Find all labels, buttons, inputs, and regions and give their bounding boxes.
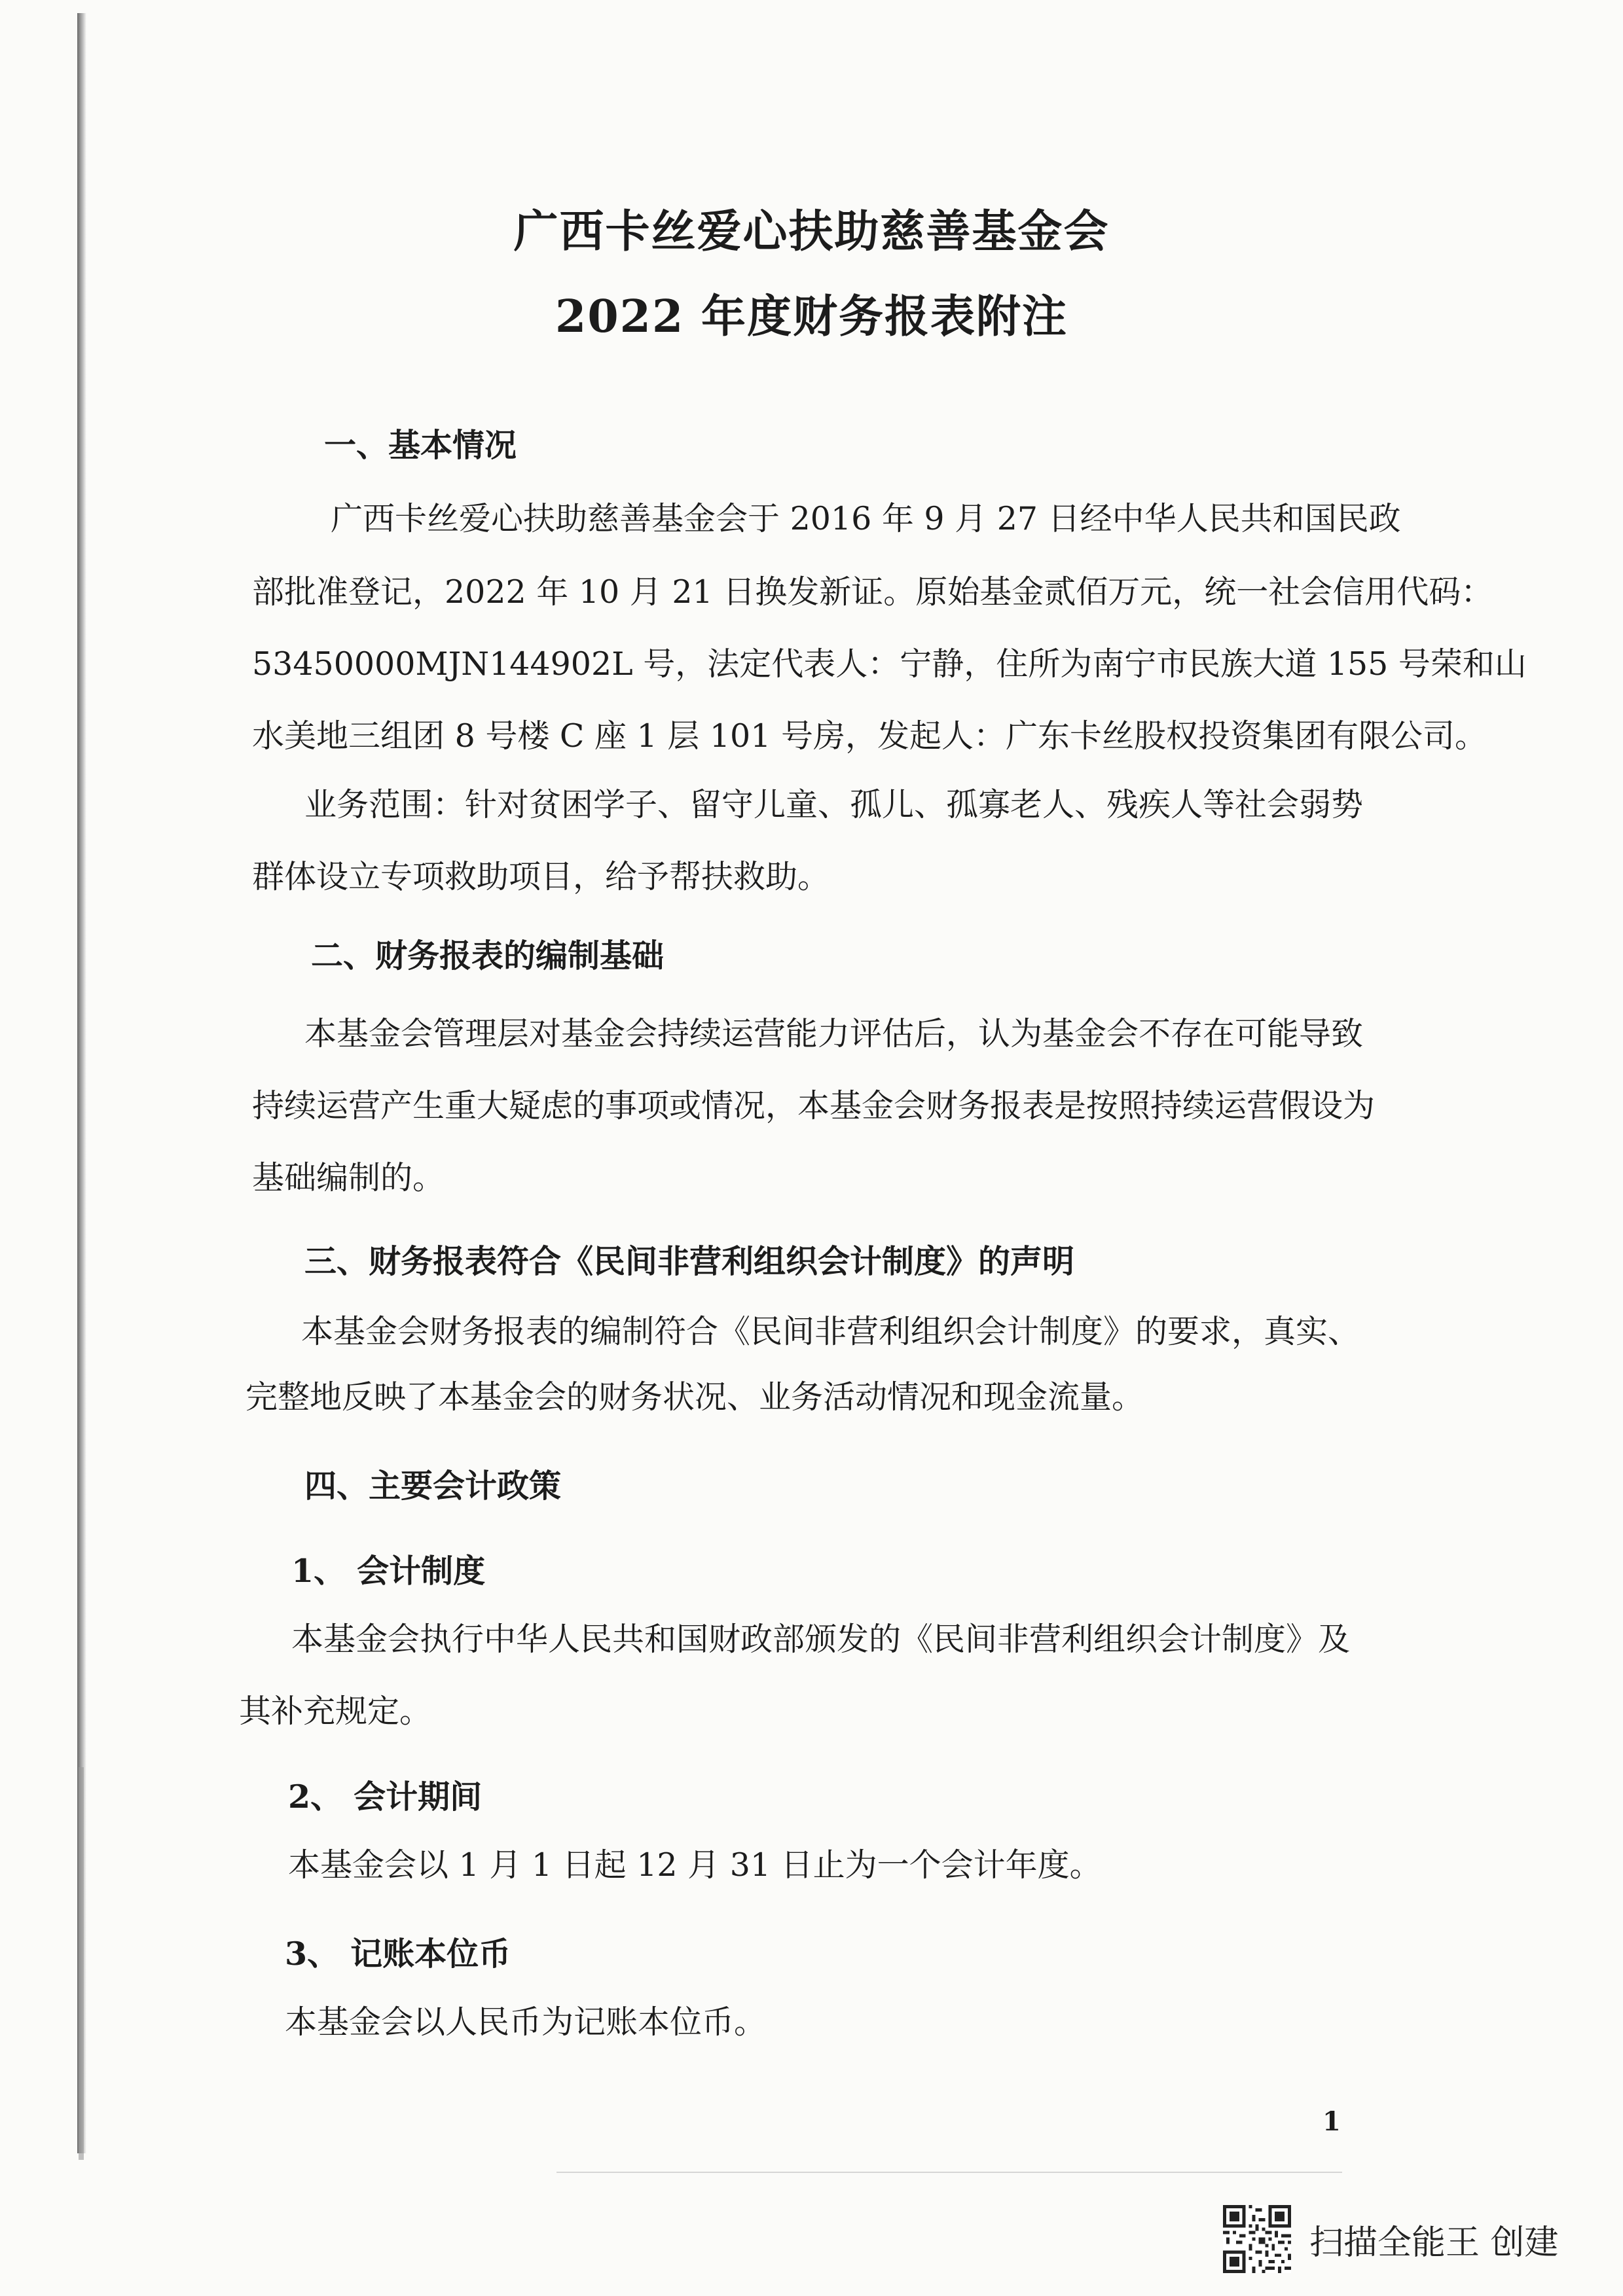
section-heading-compliance: 三、财务报表符合《民间非营利组织会计制度》的声明 [304, 1242, 1075, 1280]
paragraph-line: 其补充规定。 [239, 1693, 432, 1730]
section-heading-basis: 二、财务报表的编制基础 [311, 937, 665, 975]
paragraph-line: 本基金会以 1 月 1 日起 12 月 31 日止为一个会计年度。 [288, 1846, 1102, 1884]
scanner-watermark [1223, 2203, 1559, 2275]
page-number: 1 [1322, 2106, 1341, 2137]
document-title: 广西卡丝爱心扶助慈善基金会 [513, 206, 1110, 258]
paragraph-line: 本基金会管理层对基金会持续运营能力评估后，认为基金会不存在可能导致 [304, 1015, 1364, 1052]
paragraph-line: 本基金会执行中华人民共和国财政部颁发的《民间非营利组织会计制度》及 [291, 1621, 1351, 1658]
paragraph-line: 本基金会以人民币为记账本位币。 [285, 2003, 767, 2041]
paragraph-line: 本基金会财务报表的编制符合《民间非营利组织会计制度》的要求，真实、 [301, 1313, 1360, 1350]
section-heading-policies: 四、主要会计政策 [304, 1467, 562, 1505]
paragraph-line: 53450000MJN144902L 号，法定代表人：宁静，住所为南宁市民族大道 155 号荣和山 [252, 645, 1527, 683]
policy-heading-accounting-system: 1、 会计制度 [291, 1552, 486, 1590]
qr-code-icon [1223, 2205, 1291, 2273]
paragraph-line: 持续运营产生重大疑虑的事项或情况，本基金会财务报表是按照持续运营假设为 [252, 1087, 1376, 1124]
policy-heading-currency: 3、 记账本位币 [285, 1935, 511, 1973]
paragraph-line: 群体设立专项救助项目，给予帮扶救助。 [252, 858, 830, 895]
paragraph-line: 完整地反映了本基金会的财务状况、业务活动情况和现金流量。 [246, 1378, 1144, 1416]
scan-artifact-line [556, 2172, 1342, 2173]
scan-edge-mark [79, 1767, 84, 2160]
paragraph-line: 部批准登记，2022 年 10 月 21 日换发新证。原始基金贰佰万元，统一社会信用代码： [252, 573, 1493, 611]
paragraph-line: 业务范围：针对贫困学子、留守儿童、孤儿、孤寡老人、残疾人等社会弱势 [304, 786, 1364, 823]
policy-heading-accounting-period: 2、 会计期间 [288, 1778, 483, 1816]
paragraph-line: 广西卡丝爱心扶助慈善基金会于 2016 年 9 月 27 日经中华人民共和国民政 [331, 500, 1401, 537]
document-subtitle: 2022 年度财务报表附注 [555, 291, 1068, 343]
paragraph-line: 水美地三组团 8 号楼 C 座 1 层 101 号房，发起人：广东卡丝股权投资集团有限公司。 [252, 717, 1487, 755]
scanner-app-credit: 扫描全能王 创建 [1309, 2223, 1559, 2263]
paragraph-line: 基础编制的。 [252, 1159, 445, 1196]
section-heading-basic: 一、基本情况 [324, 426, 517, 464]
